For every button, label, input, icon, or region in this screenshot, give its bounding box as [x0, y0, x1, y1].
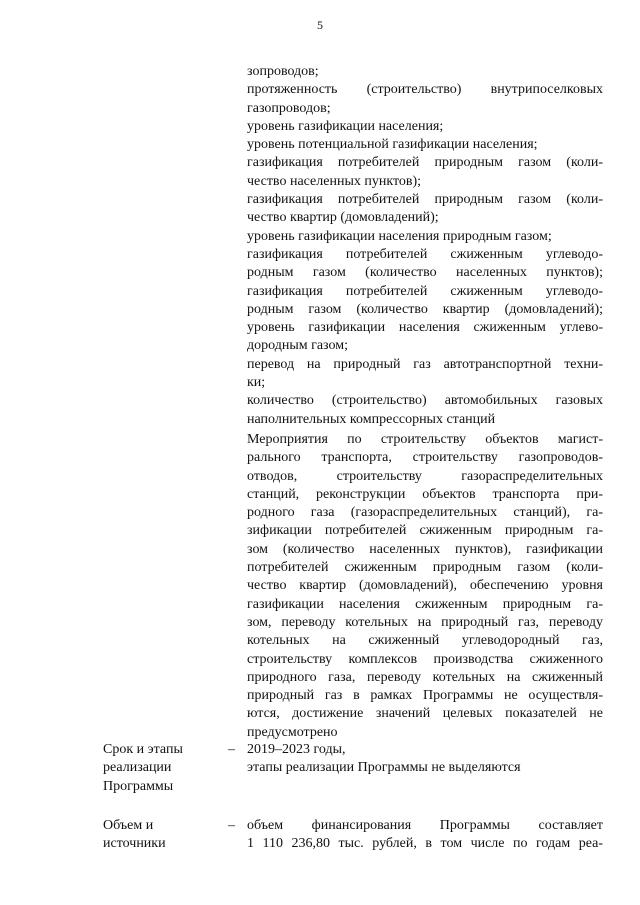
financing-label — [103, 817, 223, 854]
text-line: уровень газификации населения природным газом; — [247, 228, 552, 244]
text-line: родным газом (количество квартир (домовладений); — [247, 301, 603, 317]
text-line: предусмотрено — [247, 724, 338, 740]
text-line: котельных на сжиженный углеводородный газ, — [247, 633, 603, 649]
text-line: протяженность (строительство) внутрипоселковых — [247, 82, 603, 98]
term-and-stages-value — [247, 741, 603, 778]
value-line: объем финансирования Программы составляет — [247, 818, 603, 833]
text-line: родного газа (газораспределительных станций), га- — [247, 505, 603, 521]
term-and-stages-label — [103, 741, 223, 796]
label-line: Программы — [103, 778, 174, 794]
text-line: газификация потребителей сжиженным углеводо- — [247, 283, 603, 299]
label-line: источники — [103, 836, 166, 852]
term-dash: – — [228, 742, 235, 757]
text-line: ются, достижение значений целевых показателей не — [247, 706, 603, 722]
text-line: чество населенных пунктов); — [247, 173, 422, 189]
text-line: зом (количество населенных пунктов), газификации — [247, 541, 603, 557]
label-line: Срок и этапы — [103, 742, 183, 757]
text-line: газификация потребителей природным газом (коли- — [247, 192, 603, 208]
text-line: отводов, строительству газораспределительных — [247, 468, 603, 484]
text-line: уровень потенциальной газификации населения; — [247, 137, 538, 153]
financing-dash: – — [228, 818, 235, 833]
text-line: перевод на природный газ автотранспортной техни- — [247, 356, 603, 372]
text-line: рального транспорта, строительству газопроводов- — [247, 450, 603, 466]
text-line: чество квартир (домовладений), обеспечению уровня — [247, 578, 603, 594]
text-line: дородным газом; — [247, 338, 348, 354]
text-line: Мероприятия по строительству объектов магист- — [247, 432, 603, 447]
label-line: Объем и — [103, 818, 154, 833]
text-line: станций, реконструкции объектов транспорта при- — [247, 486, 603, 502]
target-indicators-list — [247, 63, 603, 429]
text-line: родным газом (количество населенных пунктов); — [247, 265, 603, 281]
text-line: количество (строительство) автомобильных газовых — [247, 393, 603, 409]
text-line: природный газ в рамках Программы не осуществля- — [247, 688, 603, 704]
text-line: зом, переводу котельных на природный газ, переводу — [247, 614, 603, 630]
text-line: уровень газификации населения; — [247, 118, 444, 134]
value-line: 1 110 236,80 тыс. рублей, в том числе по годам реа- — [247, 836, 603, 852]
text-line: чество квартир (домовладений); — [247, 210, 439, 226]
text-line: газопроводов; — [247, 100, 331, 116]
text-line: строительству комплексов производства сжиженного — [247, 651, 603, 667]
text-line: наполнительных компрессорных станций — [247, 411, 496, 427]
page-number: 5 — [317, 18, 323, 32]
text-line: потребителей сжиженным природным газом (коли- — [247, 560, 603, 576]
text-line: зификации потребителей сжиженным природным га- — [247, 523, 603, 539]
text-line: ки; — [247, 375, 266, 391]
measures-paragraph — [247, 431, 603, 742]
financing-value — [247, 817, 603, 854]
text-line: газификация потребителей сжиженным углеводо- — [247, 246, 603, 262]
text-line: природного газа, переводу котельных на сжиженный — [247, 669, 603, 685]
text-line: зопроводов; — [247, 64, 319, 79]
label-line: реализации — [103, 760, 172, 776]
text-line: газификации населения сжиженным природным га- — [247, 596, 603, 612]
text-line: газификация потребителей природным газом (коли- — [247, 155, 603, 171]
value-line: этапы реализации Программы не выделяются — [247, 760, 521, 776]
text-line: уровень газификации населения сжиженным углево- — [247, 320, 603, 336]
value-line: 2019–2023 годы, — [247, 742, 346, 757]
